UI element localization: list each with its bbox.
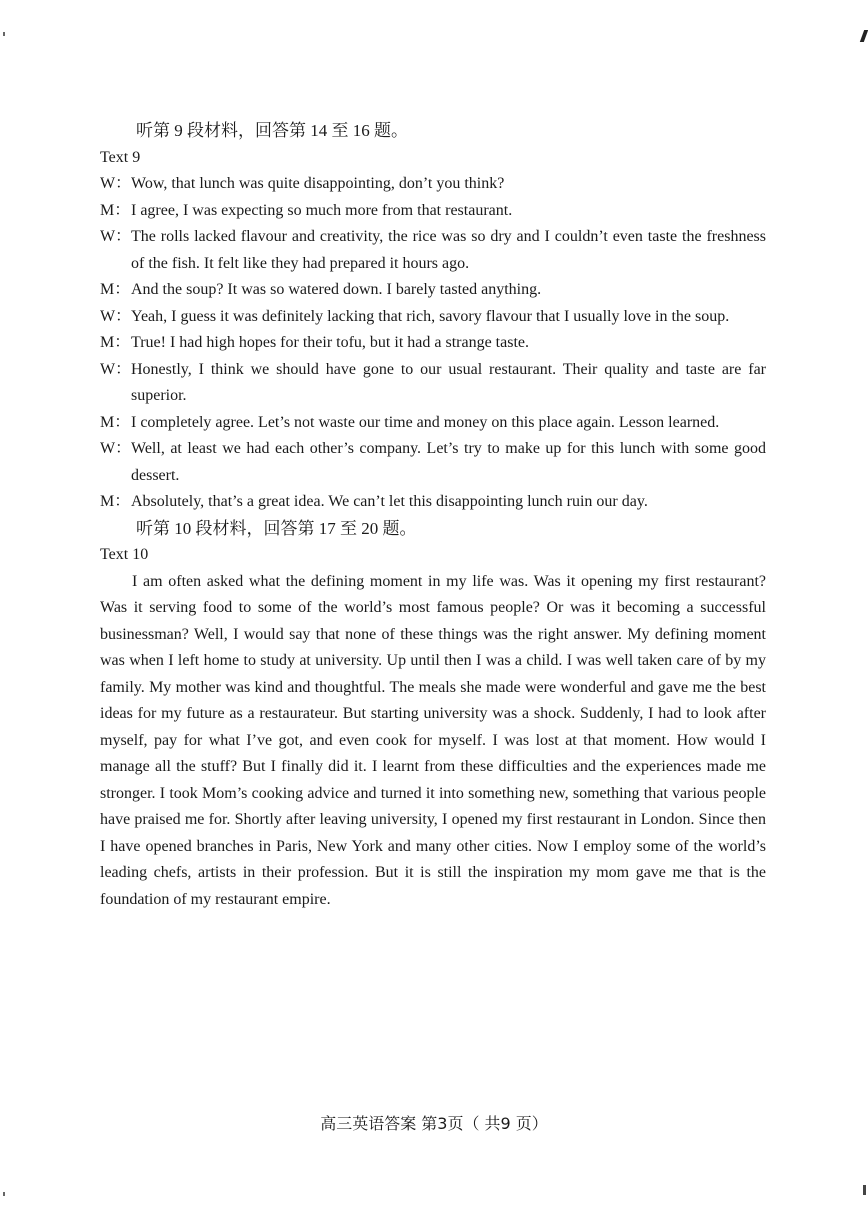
scan-mark <box>3 1192 5 1196</box>
speaker: M： <box>100 201 131 219</box>
utterance: The rolls lacked flavour and creativity, the rice was so dry and I couldn’t even taste the freshness of the fish. It felt like they had prepared it hours ago. <box>131 228 766 272</box>
utterance: I completely agree. Let’s not waste our time and money on this place again. Lesson learned. <box>131 413 720 431</box>
dialogue-line <box>100 436 766 489</box>
scan-mark <box>860 30 868 42</box>
page-content <box>100 118 766 913</box>
section-heading: 听第 9 段材料，回答第 14 至 16 题。 <box>136 121 408 140</box>
page-footer: 高三英语答案 第3页（ 共9 页） <box>320 1114 548 1133</box>
utterance: I agree, I was expecting so much more from that restaurant. <box>131 201 513 219</box>
dialogue-line <box>100 489 766 516</box>
utterance: Absolutely, that’s a great idea. We can’t let this disappointing lunch ruin our day. <box>131 493 648 510</box>
scan-mark <box>863 1185 866 1195</box>
speaker: M： <box>100 334 131 351</box>
monologue-paragraph: I am often asked what the defining moment in my life was. Was it opening my first restaurant? Was it serving food to some of the world’s most famous people? Or was it becoming a successful businessman? Well, I would say that none of these things was the right answer. My defining moment was when I left home to study at university. Up until then I was a child. I was well taken care of by my family. My mother was kind and thoughtful. The meals she made were wonderful and gave me the best ideas for my future as a restaurateur. But starting university was a shock. Suddenly, I had to look after myself, pay for what I’ve got, and even cook for myself. I was lost at that moment. How would I manage all the stuff? But I finally did it. I learnt from these difficulties and the experiences made me stronger. I took Mom’s cooking advice and turned it into something new, something that various people have praised me for. Shortly after leaving university, I opened my first restaurant in London. Since then I have opened branches in Paris, New York and many other cities. Now I employ some of the world’s leading chefs, artists in their profession. But it is still the inspiration my mom gave me that is the foundation of my restaurant empire. <box>100 572 766 908</box>
speaker: M： <box>100 281 131 298</box>
utterance: True! I had high hopes for their tofu, but it had a strange taste. <box>131 334 529 351</box>
speaker: M： <box>100 413 131 431</box>
section-heading: 听第 10 段材料，回答第 17 至 20 题。 <box>136 518 417 538</box>
text-label: Text 10 <box>100 546 149 563</box>
speaker: W： <box>100 440 132 457</box>
dialogue <box>100 171 766 516</box>
scan-mark <box>3 32 5 36</box>
speaker: W： <box>100 307 132 325</box>
speaker: W： <box>100 228 132 245</box>
dialogue-line <box>100 304 766 331</box>
speaker: W： <box>100 175 132 192</box>
text-label: Text 9 <box>100 148 141 166</box>
utterance: Yeah, I guess it was definitely lacking that rich, savory flavour that I usually love in the soup. <box>131 307 730 325</box>
utterance: And the soup? It was so watered down. I barely tasted anything. <box>131 281 542 298</box>
dialogue-line <box>100 330 766 357</box>
utterance: Honestly, I think we should have gone to our usual restaurant. Their quality and taste are far superior. <box>131 360 766 404</box>
dialogue-line <box>100 224 766 277</box>
speaker: M： <box>100 493 131 510</box>
dialogue-line <box>100 410 766 437</box>
dialogue-line <box>100 357 766 410</box>
utterance: Wow, that lunch was quite disappointing, don’t you think? <box>131 175 505 192</box>
utterance: Well, at least we had each other’s company. Let’s try to make up for this lunch with some good dessert. <box>131 440 766 484</box>
dialogue-line <box>100 277 766 304</box>
dialogue-line <box>100 198 766 225</box>
speaker: W： <box>100 360 132 378</box>
dialogue-line <box>100 171 766 198</box>
